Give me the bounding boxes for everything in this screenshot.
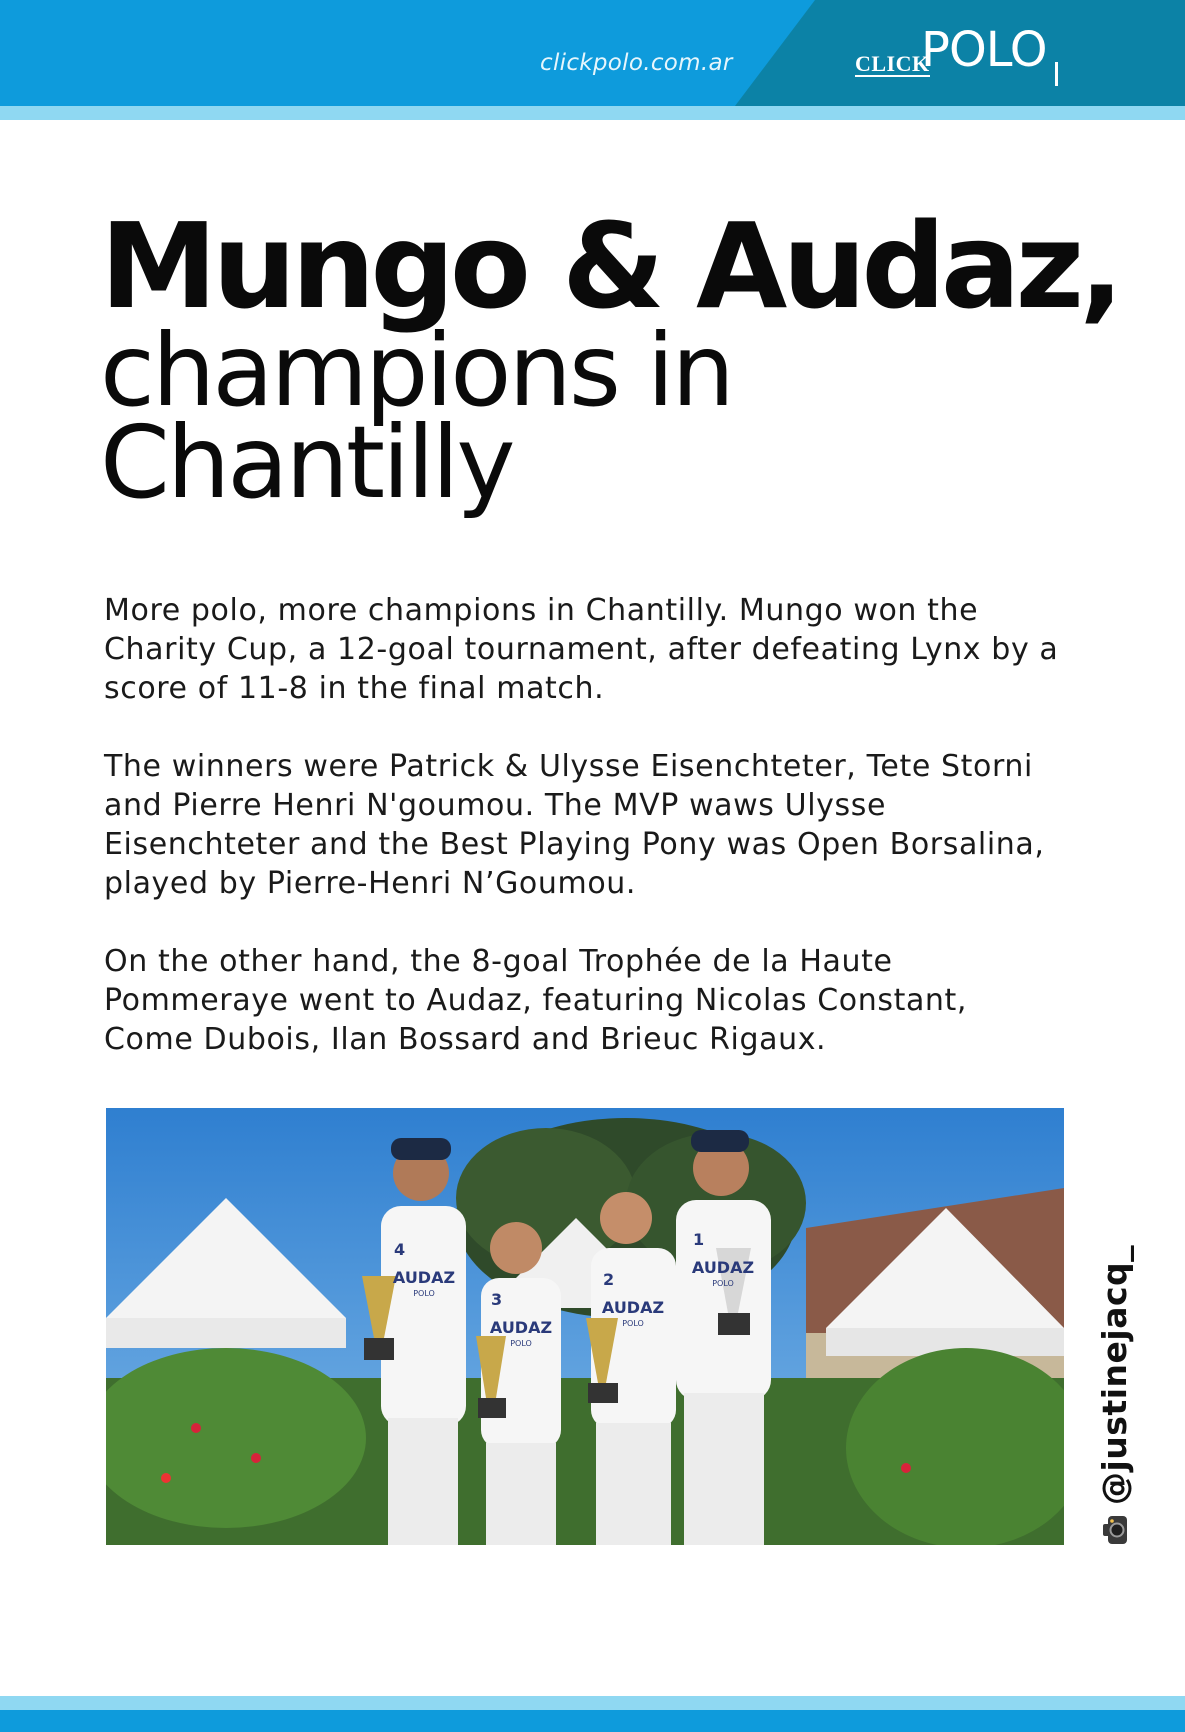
footer-stripe <box>0 1696 1185 1710</box>
title-light-line-2: Chantilly <box>100 404 513 521</box>
jersey-sub: POLO <box>413 1289 435 1298</box>
jersey-number: 1 <box>693 1230 705 1249</box>
article-title <box>100 197 1140 521</box>
jersey-text: AUDAZ <box>601 1298 665 1317</box>
article-body <box>104 591 1064 1098</box>
paragraph-1: More polo, more champions in Chantilly. Mungo won the Charity Cup, a 12-goal tournament, after defeating Lynx by a score of 11-8 in the final match. <box>104 593 1059 706</box>
jersey-number: 4 <box>394 1240 406 1259</box>
title-light-line-1: champions in <box>100 312 732 429</box>
site-url[interactable]: clickpolo.com.ar <box>540 50 733 76</box>
page-header <box>0 0 1185 106</box>
jersey-number: 2 <box>603 1270 615 1289</box>
jersey-sub: POLO <box>510 1339 532 1348</box>
camera-icon <box>1102 1515 1128 1545</box>
page-footer <box>0 1710 1185 1732</box>
paragraph-3: On the other hand, the 8-goal Trophée de la Haute Pommeraye went to Audaz, featuring Nicolas Constant, Come Dubois, Ilan Bossard and Brieuc Rigaux. <box>104 944 968 1057</box>
jersey-text: AUDAZ <box>691 1258 755 1277</box>
jersey-sub: POLO <box>622 1319 644 1328</box>
logo-polo-text: POLO <box>921 22 1047 78</box>
paragraph-2: The winners were Patrick & Ulysse Eisenchteter, Tete Storni and Pierre Henri N'goumou. The MVP waws Ulysse Eisenchteter and the Best Playing Pony was Open Borsalina, played by Pierre-Henri N’Goumou. <box>104 749 1045 901</box>
jersey-number: 3 <box>491 1290 503 1309</box>
team-photo-illustration <box>106 1108 1064 1545</box>
photographer-handle[interactable]: @justinejacq_ <box>1095 1244 1134 1505</box>
photo-credit <box>1095 1245 1134 1545</box>
clickpolo-logo[interactable] <box>855 22 1065 92</box>
jersey-text: AUDAZ <box>489 1318 553 1337</box>
logo-mark <box>1055 62 1058 86</box>
header-stripe <box>0 106 1185 120</box>
jersey-text: AUDAZ <box>392 1268 456 1287</box>
title-bold-line: Mungo & Audaz, <box>100 197 1119 335</box>
jersey-sub: POLO <box>712 1279 734 1288</box>
team-photo <box>106 1108 1064 1545</box>
logo-click-text: CLICK <box>855 51 930 76</box>
